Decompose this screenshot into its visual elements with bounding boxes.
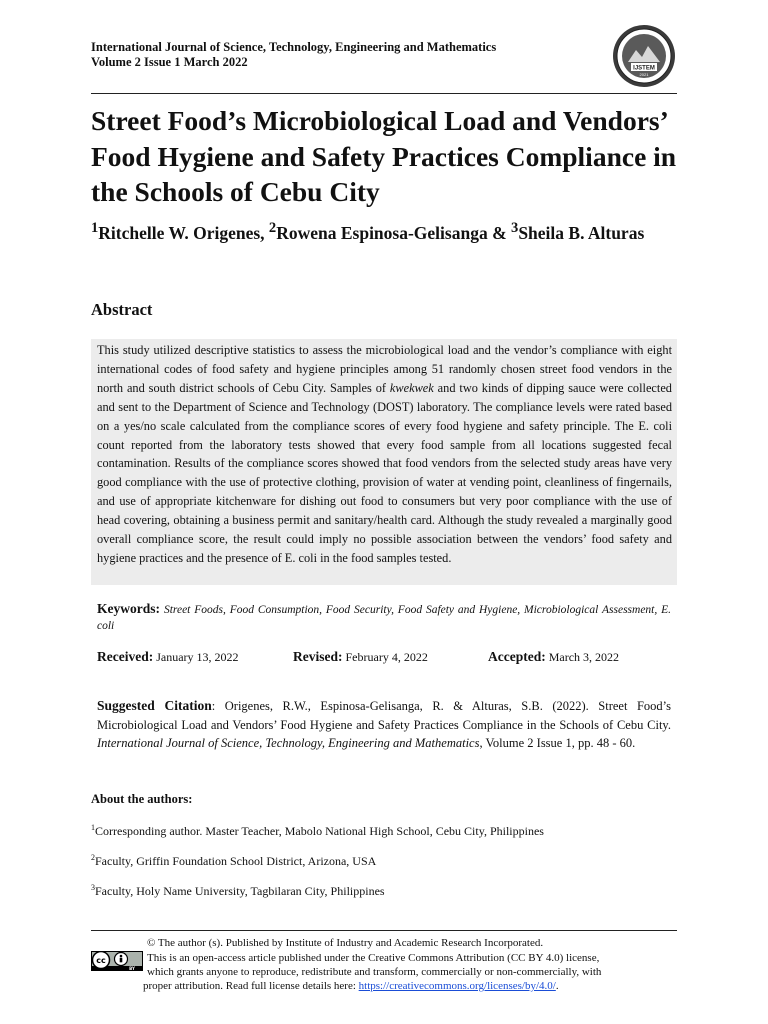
header-divider <box>91 93 677 94</box>
journal-name: International Journal of Science, Technology, Engineering and Mathematics <box>91 40 497 54</box>
license-line-4-prefix: proper attribution. Read full license details here: <box>143 980 359 992</box>
license-line-2: This is an open-access article published under the Creative Commons Attribution (CC BY 4.0) license, <box>147 952 600 964</box>
author-1-number: 1 <box>91 220 99 236</box>
abstract-text-part-1: This study utilized descriptive statistics to assess the microbiological load and the vendor’s compliance with eight international codes of food safety and hygiene principles among 51 randomly chosen street food vendors in the north and south district schools of Cebu City. Samples of <box>97 343 672 395</box>
affiliation-1 <box>91 823 544 839</box>
affiliation-1-text: Corresponding author. Master Teacher, Mabolo National High School, Cebu City, Philippines <box>95 824 544 838</box>
revised-value: February 4, 2022 <box>345 650 428 664</box>
seal-label: IJSTEM <box>633 65 655 72</box>
revised-date <box>293 649 428 665</box>
author-list <box>91 216 681 245</box>
journal-issue: Volume 2 Issue 1 March 2022 <box>91 55 248 69</box>
abstract-box <box>91 339 677 585</box>
footer-divider <box>91 930 677 931</box>
abstract-heading: Abstract <box>91 300 153 319</box>
author-3-number: 3 <box>511 220 519 236</box>
about-authors-heading: About the authors: <box>91 792 193 806</box>
cc-by-license-icon <box>91 951 143 971</box>
keywords-values: Street Foods, Food Consumption, Food Security, Food Safety and Hygiene, Microbiological Assessment, E. coli <box>97 604 672 632</box>
affiliation-3 <box>91 883 385 899</box>
journal-header <box>91 40 496 70</box>
author-2-number: 2 <box>268 220 277 236</box>
citation-label: Suggested Citation <box>97 698 212 713</box>
seal-year: 2021 <box>639 72 649 77</box>
author-2-name: Rowena Espinosa-Gelisanga & <box>276 222 512 243</box>
keywords <box>97 601 671 634</box>
paper-title: Street Food’s Microbiological Load and Vendors’ Food Hygiene and Safety Practices Compliance in the Schools of Cebu City <box>91 105 677 207</box>
citation-tail: , Volume 2 Issue 1, pp. 48 - 60. <box>479 736 636 750</box>
received-date <box>97 649 239 665</box>
affiliation-3-number: 3 <box>91 883 95 892</box>
citation-text: : Origenes, R.W., Espinosa-Gelisanga, R. & Alturas, S.B. (2022). Street Food’s Microbiological Load and Vendors’ Food Hygiene and Safety Practices Compliance in the Schools of Cebu City. <box>97 699 672 732</box>
received-label: Received: <box>97 649 154 664</box>
affiliation-1-number: 1 <box>91 823 95 832</box>
license-line-1: © The author (s). Published by Institute of Industry and Academic Research Incorporated. <box>147 937 544 949</box>
received-value: January 13, 2022 <box>156 650 239 664</box>
citation-journal: International Journal of Science, Technology, Engineering and Mathematics <box>97 736 480 750</box>
suggested-citation <box>97 697 671 753</box>
abstract-text-part-2: and two kinds of dipping sauce were collected and sent to the Department of Science and Technology (DOST) laboratory. The compliance levels were rated based on a yes/no scale calculated from the compliance scores of every food hygiene and safety principle. The E. coli count reported from the laboratory tests showed that every food sample from all locations suggested fecal contamination. Results of the compliance scores showed that food vendors from the selected study areas have very good compliance with the use of protective clothing, provision of water at vending point, cleanliness of fingernails, and use of appropriate kitchenware for dishing out food to consumers but very poor compliance with the use of head covering, obtaining a business permit and sanitary/health card. Although the study revealed a marginally good overall compliance score, the result could imply no possible association between the vendors’ food safety and hygiene practices and the presence of E. coli in the food samples tested. <box>97 380 672 565</box>
journal-seal-logo <box>612 24 676 88</box>
license-link[interactable]: https://creativecommons.org/licenses/by/4.0/ <box>358 980 556 992</box>
by-badge-text: BY <box>129 965 135 971</box>
revised-label: Revised: <box>293 649 343 664</box>
abstract-text <box>97 341 672 568</box>
accepted-label: Accepted: <box>488 649 546 664</box>
affiliation-2 <box>91 853 376 869</box>
affiliation-2-number: 2 <box>91 853 95 862</box>
license-line-4-suffix: . <box>555 980 559 992</box>
author-1-name: Ritchelle W. Origenes, <box>98 222 269 243</box>
abstract-italic-term: kwekwek <box>389 380 434 395</box>
accepted-date <box>488 649 619 665</box>
accepted-value: March 3, 2022 <box>548 650 620 664</box>
cc-badge-text: cc <box>96 956 106 965</box>
author-3-name: Sheila B. Alturas <box>518 222 645 243</box>
affiliation-2-text: Faculty, Griffin Foundation School District, Arizona, USA <box>95 854 377 868</box>
license-line-3: which grants anyone to reproduce, redistribute and transform, commercially or non-commercially, with <box>147 966 602 978</box>
keywords-label: Keywords: <box>97 601 160 616</box>
affiliation-3-text: Faculty, Holy Name University, Tagbilaran City, Philippines <box>95 884 385 898</box>
license-line-4 <box>143 979 559 993</box>
